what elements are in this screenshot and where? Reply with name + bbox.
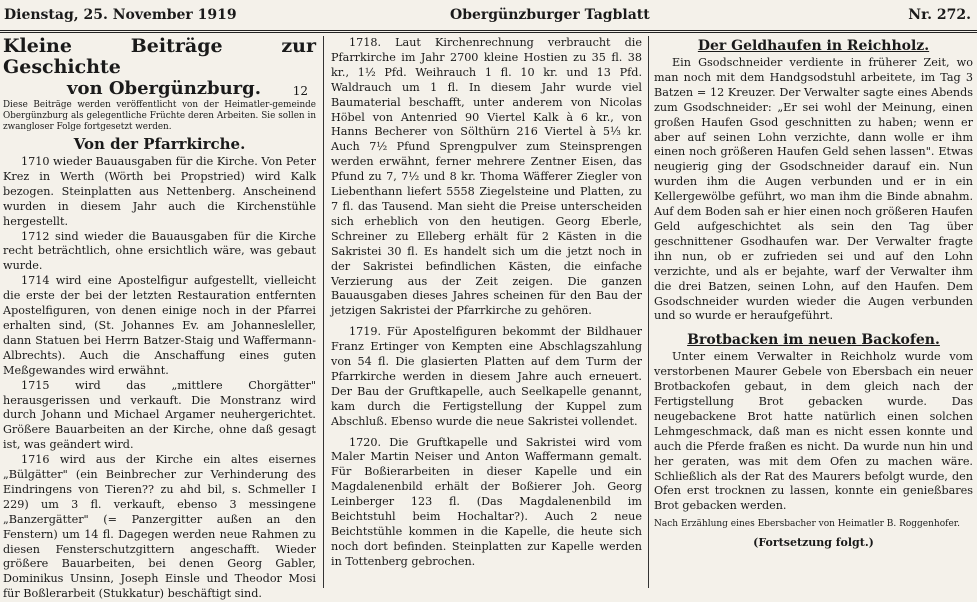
newspaper-header: [0, 0, 977, 33]
issue-number: Nr. 272.: [908, 7, 971, 23]
paragraph-1710: 1710 wieder Bauausgaben für die Kirche. Von Peter Krez in Werth (Wörth bei Propstried) wird Kalk bezogen. Steinplatten aus Nettenberg. Anscheinend wurden in diesem Jahr auch die Kirchenstühle hergestellt.: [3, 155, 316, 228]
column-divider: [323, 36, 324, 588]
story-heading-brotbacken: Brotbacken im neuen Backofen.: [687, 332, 940, 349]
column-history: [3, 35, 316, 601]
story-paragraph-brotbacken: Unter einem Verwalter in Reichholz wurde vom verstorbenen Maurer Gebele von Ebersbach ein neuer Brotbackofen gebaut, in dem gleich nach der Fertigstellung Brot gebacken wurde. Das neugebackene Brot hatte natürlich einen solchen Lehmgeschmack, daß man es nicht essen konnte und auch die Pferde fraßen es nicht. Da wurde nun hin und her geraten, was mit dem Ofen zu machen wäre. Schließlich als der Rat des Maurers befolgt wurde, den Ofen erst trocknen zu lassen, konnte ein genießbares Brot gebacken werden.: [654, 350, 973, 513]
paragraph-1719: 1719. Für Apostelfiguren bekommt der Bildhauer Franz Ertinger von Kempten eine Abschlagszahlung von 54 fl. Die glasierten Platten auf dem Turm der Pfarrkirche werden in diesem Jahre auch erneuert. Der Bau der Gruftkapelle, auch Seelkapelle genannt, kam durch die Fertigstellung der Kuppel zum Abschluß. Ebenso wurde die neue Sakristei vollendet.: [331, 325, 642, 428]
paragraph-1714: 1714 wird eine Apostelfigur aufgestellt, vielleicht die erste der bei der letzten Restauration entfernten Apostelfiguren, von denen einige noch in der Pfarrei erhalten sind, (St. Johannes Ev. am Johannesleller, dann Statuen bei Herrn Batzer-Staig und Waffermann-Albrechts). Auch die Anschaffung eines guten Meßgewandes wird erwähnt.: [3, 274, 316, 377]
paragraph-1718: 1718. Laut Kirchenrechnung verbraucht die Pfarrkirche im Jahr 2700 kleine Hostien zu 35 fl. 38 kr., 1½ Pfd. Weihrauch 1 fl. 10 kr. und 13 Pfd. Waldrauch um 1 fl. In diesem Jahr wurde viel Baumaterial beschafft, unter anderem von Nicolas Höbel von Antenried 90 Viertel Kalk à 6 kr., von Hanns Becherer von Sölthürn 216 Viertel à 5⅓ kr. Auch 7½ Pfund Sprengpulver zum Steinsprengen werden erwähnt, ferner mehrere Zentner Eisen, das Pfund zu 7, 7½ und 8 kr. Thoma Wäfferer Ziegler von Liebenthann liefert 5558 Ziegelsteine und Platten, zu 7 fl. das Tausend. Man sieht die Preise unterscheiden sich erheblich von den heutigen. Georg Eberle, Schreiner zu Elleberg erhält für 2 Kästen in die Sakristei 30 fl. Es handelt sich um die jetzt noch in der Sakristei befindlichen Kästen, die einfache Verzierung aus der Zeit zeigen. Die ganzen Bauausgaben dieses Jahres scheinen für den Bau der jetzigen Sakristei der Pfarrkirche zu gehören.: [331, 36, 642, 318]
paragraph-1712: 1712 sind wieder die Bauausgaben für die Kirche recht beträchtlich, ohne ersichtlich wäre, was gebaut wurde.: [3, 229, 316, 273]
series-number: 12: [292, 84, 308, 98]
story-credit: Nach Erzählung eines Ebersbacher von Heimatler B. Roggenhofer.: [654, 519, 960, 530]
story-paragraph-geldhaufen: Ein Gsodschneider verdiente in früherer Zeit, wo man noch mit dem Handgsodstuhl arbeitete, im Tag 3 Batzen = 12 Kreuzer. Der Verwalter sagte eines Abends zum Gsodschneider: „Er sei wohl der Meinung, einen großen Haufen Gsod geschnitten zu haben; wenn er aber auf seinen Lohn verzichte, dann wolle er ihm einen noch größeren Haufen Geld sehen lassen". Etwas neugierig ging der Gsodschneider darauf ein. Nun wurden ihm die Augen verbunden und er in ein Kellergewölbe geführt, wo man ihm die Binde abnahm. Auf dem Boden sah er hier einen noch größeren Haufen Geld aufgeschichtet als sein den Tag über geschnittener Gsodhaufen war. Der Verwalter fragte ihn nun, ob er zufrieden sei und auf den Lohn verzichte, und als er bejahte, warf der Verwalter ihm die drei Batzen, seinen Lohn, auf den Haufen. Dem Gsodschneider wurden wieder die Augen verbunden und so wurde er heraufgeführt.: [654, 56, 973, 323]
newspaper-name: Obergünzburger Tagblatt: [450, 7, 650, 23]
column-history-continued: [331, 36, 642, 588]
paragraph-1715: 1715 wird das „mittlere Chorgätter" herausgerissen und verkauft. Die Monstranz wird durch Johann und Michael Argamer neuhergerichtet. Größere Bauarbeiten an der Kirche, ohne daß gesagt ist, was geändert wird.: [3, 378, 316, 452]
series-note: Diese Beiträge werden veröffentlicht von der Heimatler-gemeinde Obergünzburg als gelegentliche Früchte deren Arbeiten. Sie sollen in zwangloser Folge fortgesetzt werden.: [3, 100, 316, 132]
issue-date: Dienstag, 25. November 1919: [4, 7, 237, 23]
article-title: Kleine Beiträge zur Geschichte: [3, 35, 316, 78]
continuation-note: (Fortsetzung folgt.): [753, 536, 874, 550]
column-divider: [648, 36, 649, 588]
section-heading: Von der Pfarrkirche.: [73, 135, 246, 153]
paragraph-1716: 1716 wird aus der Kirche ein altes eisernes „Bülgätter" (ein Beinbrecher zur Verhinderung des Eindringens von Tieren?? zu ahd bil, s. Schmeller I 229) um 3 fl. verkauft, ebenso 3 messingene „Banzergätter" (= Panzergitter außen an den Fenstern) um 14 fl. Dagegen werden neue Rahmen zu diesen Fensterschutzgittern angeschafft. Wieder größere Bauarbeiten, bei denen Georg Gabler, Dominikus Unsinn, Joseph Einsle und Theodor Mosi für Boßlerarbeit (Stukkatur) beschäftigt sind.: [3, 453, 316, 601]
article-subtitle-text: von Obergünzburg.: [67, 78, 262, 99]
story-heading-geldhaufen: Der Geldhaufen in Reichholz.: [697, 38, 930, 54]
article-subtitle: [3, 78, 316, 100]
column-stories: [654, 36, 973, 588]
paragraph-1720: 1720. Die Gruftkapelle und Sakristei wird vom Maler Martin Neiser und Anton Waffermann gemalt. Für Boßierarbeiten in dieser Kapelle und ein Magdalenenbild erhält der Boßierer Joh. Georg Leinberger 123 fl. (Das Magdalenenbild im Beichtstuhl beim Hochaltar?). Auch 2 neue Beichtstühle kommen in die Kapelle, die heute sich noch dort befinden. Steinplatten zur Kapelle werden in Tottenberg gebrochen.: [331, 435, 642, 568]
